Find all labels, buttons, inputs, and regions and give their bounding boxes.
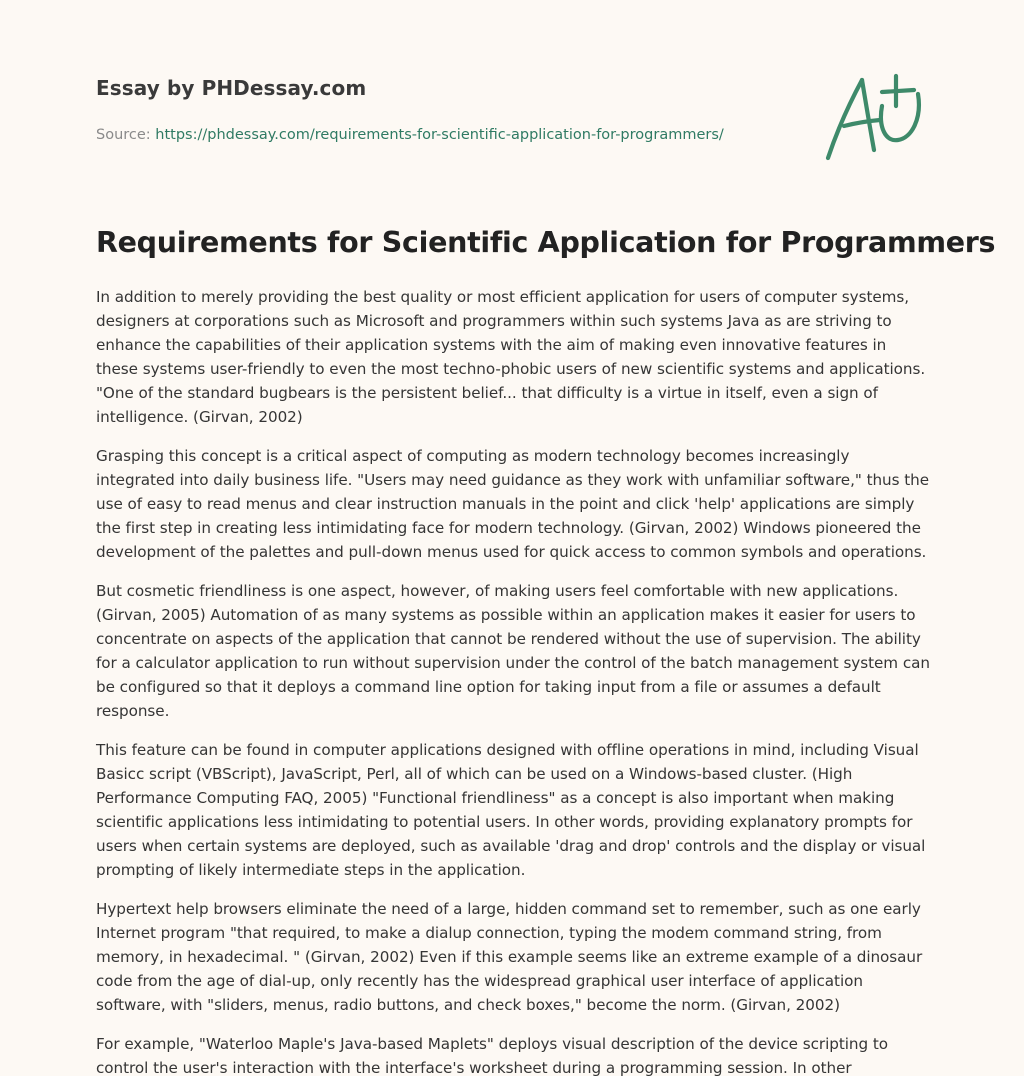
source-link[interactable]: https://phdessay.com/requirements-for-scientific-application-for-programmers/	[155, 127, 724, 143]
site-brand: Essay by PHDessay.com	[96, 76, 367, 100]
article-paragraph: But cosmetic friendliness is one aspect, however, of making users feel comfortable with new applications. (Girvan, 2005) Automation of as many systems as possible within an application makes it easier for users to concentrate on aspects of the application that cannot be rendered without the use of supervision. The ability for a calculator application to run without supervision under the control of the batch management system can be configured so that it deploys a command line option for taking input from a file or assumes a default response.	[96, 582, 930, 720]
article-body	[96, 285, 932, 1076]
article-paragraph: In addition to merely providing the best quality or most efficient application for users of computer systems, designers at corporations such as Microsoft and programmers within such systems Java as are striving to enhance the capabilities of their application systems with the aim of making even innovative features in these systems user-friendly to even the most techno-phobic users of new scientific systems and applications. "One of the standard bugbears is the persistent belief... that difficulty is a virtue in itself, even a sign of intelligence. (Girvan, 2002)	[96, 288, 926, 426]
a-plus-logo-icon	[822, 70, 926, 166]
page-header	[96, 76, 796, 143]
source-line	[96, 127, 796, 143]
article-paragraph: Grasping this concept is a critical aspect of computing as modern technology becomes increasingly integrated into daily business life. "Users may need guidance as they work with unfamiliar software," thus the use of easy to read menus and clear instruction manuals in the point and click 'help' applications are simply the first step in creating less intimidating face for modern technology. (Girvan, 2002) Windows pioneered the development of the palettes and pull-down menus used for quick access to common symbols and operations.	[96, 447, 930, 561]
article-title: Requirements for Scientific Application for Programmers	[96, 226, 996, 259]
source-label: Source:	[96, 127, 156, 143]
article-paragraph: For example, "Waterloo Maple's Java-based Maplets" deploys visual description of the device scripting to control the user's interaction with the interface's worksheet during a programming session. In other	[96, 1035, 889, 1076]
article-paragraph: This feature can be found in computer applications designed with offline operations in mind, including Visual Basicc script (VBScript), JavaScript, Perl, all of which can be used on a Windows-based cluster. (High Performance Computing FAQ, 2005) "Functional friendliness" as a concept is also important when making scientific applications less intimidating to potential users. In other words, providing explanatory prompts for users when certain systems are deployed, such as available 'drag and drop' controls and the display or visual prompting of likely intermediate steps in the application.	[96, 741, 926, 879]
article-paragraph: Hypertext help browsers eliminate the need of a large, hidden command set to remember, such as one early Internet program "that required, to make a dialup connection, typing the modem command string, from memory, in hexadecimal. " (Girvan, 2002) Even if this example seems like an extreme example of a dinosaur code from the age of dial-up, only recently has the widespread graphical user interface of application software, with "sliders, menus, radio buttons, and check boxes," become the norm. (Girvan, 2002)	[96, 900, 923, 1014]
